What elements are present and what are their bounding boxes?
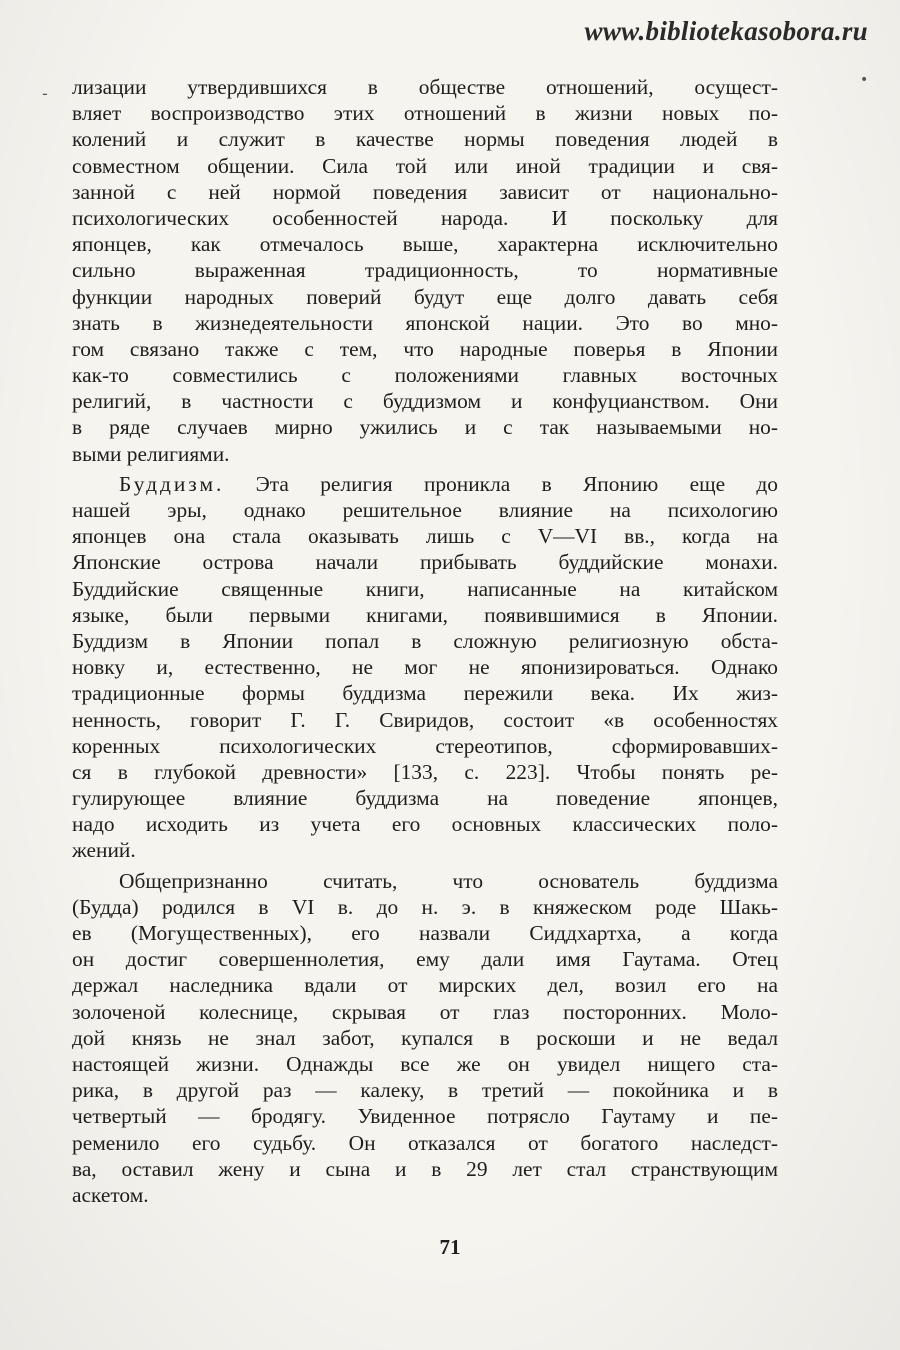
scan-dot-mark: -	[42, 84, 48, 103]
text-line: занной с ней нормой поведения зависит от национально-	[72, 179, 778, 204]
text-line: аскетом.	[72, 1182, 149, 1207]
text-line: Буддийские священные книги, написанные на китайском	[72, 576, 778, 601]
text-line: функции народных поверий будут еще долго давать себя	[72, 284, 778, 309]
text-line: ременило его судьбу. Он отказался от богатого наследст-	[72, 1130, 778, 1155]
text-line: ся в глубокой древности» [133, с. 223]. Чтобы понять ре-	[72, 759, 778, 784]
text-line	[72, 471, 778, 497]
page-number: 71	[439, 1235, 461, 1259]
text-line: коренных психологических стереотипов, сформировавших-	[72, 733, 778, 758]
text-line: настоящей жизни. Однажды все же он увидел нищего ста-	[72, 1051, 778, 1076]
text-line: выми религиями.	[72, 441, 230, 466]
paragraph-1	[72, 74, 778, 467]
scan-dot-mark: •	[860, 72, 869, 88]
text-line: лизации утвердившихся в обществе отношений, осущест-	[72, 75, 778, 99]
paragraph-2	[72, 471, 778, 864]
text-line: (Будда) родился в VI в. до н. э. в княжеском роде Шакь-	[72, 894, 778, 919]
text-line: Общепризнанно считать, что основатель буддизма	[119, 868, 778, 893]
text-line: жений.	[72, 838, 136, 863]
text-line: четвертый — бродягу. Увиденное потрясло Гаутаму и пе-	[72, 1104, 778, 1129]
text-line: языке, были первыми книгами, появившимися в Японии.	[72, 602, 778, 627]
text-line: психологических особенностей народа. И поскольку для	[72, 205, 778, 230]
text-line: надо исходить из учета его основных классических поло-	[72, 812, 778, 837]
text-line: совместном общении. Сила той или иной традиции и свя-	[72, 153, 778, 178]
text-line: рика, в другой раз — калеку, в третий — покойника и в	[72, 1078, 778, 1103]
site-watermark: www.bibliotekasobora.ru	[584, 16, 868, 46]
text-line: японцев она стала оказывать лишь с V—VI вв., когда на	[72, 524, 778, 549]
text-line: гулирующее влияние буддизма на поведение японцев,	[72, 786, 778, 811]
text-line-rest: Эта религия проникла в Японию еще до	[224, 471, 778, 496]
text-line: вляет воспроизводство этих отношений в жизни новых по-	[72, 101, 778, 126]
body-text	[72, 74, 778, 1208]
text-line: дой князь не знал забот, купался в роскоши и не ведал	[72, 1025, 778, 1050]
text-line: нашей эры, однако решительное влияние на психологию	[72, 498, 778, 522]
text-line: Буддизм в Японии попал в сложную религиозную обста-	[72, 628, 778, 653]
text-line: традиционные формы буддизма пережили века. Их жиз-	[72, 681, 778, 706]
text-line: новку и, естественно, не мог не японизироваться. Однако	[72, 655, 778, 680]
text-line: религий, в частности с буддизмом и конфуцианством. Они	[72, 389, 778, 414]
text-line: знать в жизнедеятельности японской нации. Это во мно-	[72, 310, 778, 335]
text-line: в ряде случаев мирно ужились и с так называемыми но-	[72, 415, 778, 440]
text-line: ненность, говорит Г. Г. Свиридов, состоит «в особенностях	[72, 707, 778, 732]
text-line: колений и служит в качестве нормы поведения людей в	[72, 127, 778, 152]
text-line: золоченой колеснице, скрывая от глаз посторонних. Моло-	[72, 999, 778, 1024]
text-line: японцев, как отмечалось выше, характерна исключительно	[72, 232, 778, 257]
section-heading: Буддизм.	[119, 471, 225, 496]
text-line: ва, оставил жену и сына и в 29 лет стал странствующим	[72, 1156, 778, 1181]
text-line: гом связано также с тем, что народные поверья в Японии	[72, 336, 778, 361]
paragraph-3	[72, 868, 778, 1208]
text-line: Японские острова начали прибывать буддийские монахи.	[72, 550, 778, 575]
text-line: сильно выраженная традиционность, то нормативные	[72, 258, 778, 283]
text-line: держал наследника вдали от мирских дел, возил его на	[72, 973, 778, 998]
text-line: как-то совместились с положениями главных восточных	[72, 363, 778, 388]
text-line: он достиг совершеннолетия, ему дали имя Гаутама. Отец	[72, 947, 778, 972]
text-line: ев (Могущественных), его назвали Сиддхартха, а когда	[72, 921, 778, 945]
